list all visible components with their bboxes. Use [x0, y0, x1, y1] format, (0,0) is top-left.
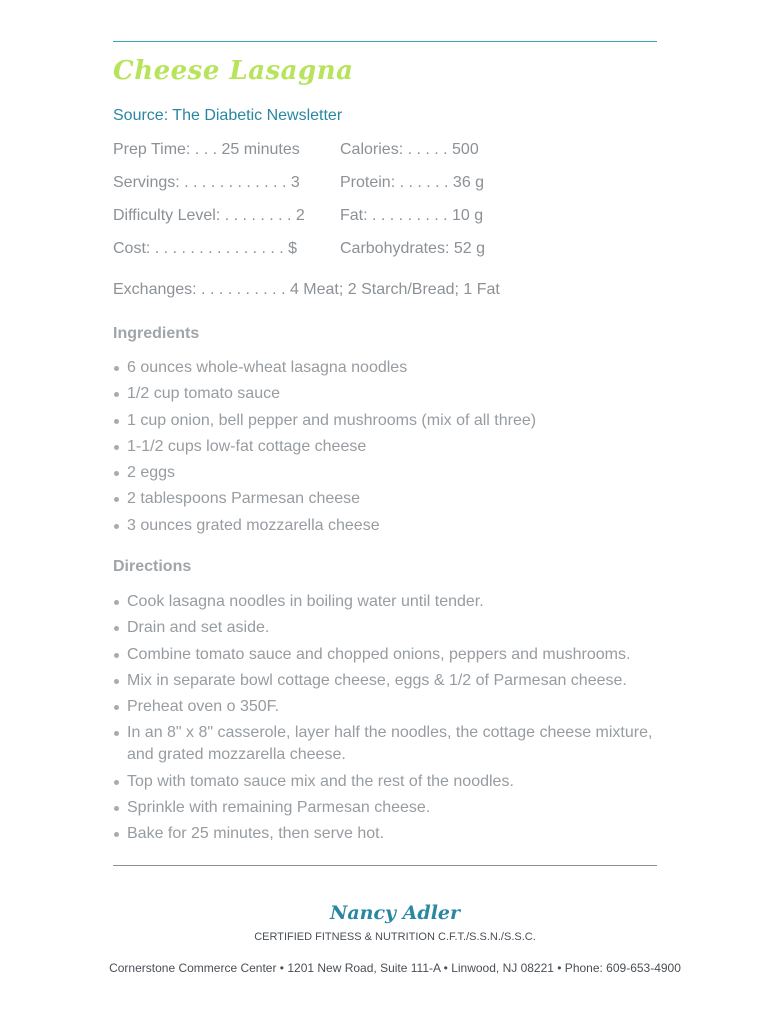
direction-step: In an 8" x 8" casserole, layer half the noodles, the cottage cheese mixture, [113, 723, 652, 743]
directions-heading: Directions [113, 558, 192, 575]
ingredients-list [113, 358, 536, 542]
recipe-title: Cheese Lasagna [113, 56, 354, 86]
directions-list [113, 592, 652, 851]
direction-step: Mix in separate bowl cottage cheese, eggs & 1/2 of Parmesan cheese. [113, 671, 652, 691]
ingredient-item: 1 cup onion, bell pepper and mushrooms (mix of all three) [113, 411, 536, 431]
protein: Protein: . . . . . . 36 g [340, 174, 485, 191]
direction-step: Drain and set aside. [113, 618, 652, 638]
direction-step: Preheat oven o 350F. [113, 697, 652, 717]
author-credentials: CERTIFIED FITNESS & NUTRITION C.F.T./S.S.N./S.S.C. [254, 931, 536, 943]
calories: Calories: . . . . . 500 [340, 141, 479, 158]
difficulty-level: Difficulty Level: . . . . . . . . 2 [113, 207, 305, 224]
exchanges: Exchanges: . . . . . . . . . . 4 Meat; 2 Starch/Bread; 1 Fat [113, 281, 500, 298]
direction-step-continued: and grated mozzarella cheese. [127, 746, 346, 764]
top-divider [113, 41, 657, 42]
direction-step: Bake for 25 minutes, then serve hot. [113, 824, 652, 844]
direction-step: Sprinkle with remaining Parmesan cheese. [113, 798, 652, 818]
carbohydrates: Carbohydrates: 52 g [340, 240, 485, 257]
recipe-source: Source: The Diabetic Newsletter [113, 107, 343, 124]
ingredient-item: 2 tablespoons Parmesan cheese [113, 489, 536, 509]
ingredients-heading: Ingredients [113, 325, 200, 342]
ingredient-item: 1/2 cup tomato sauce [113, 384, 536, 404]
bottom-divider [113, 865, 657, 866]
servings: Servings: . . . . . . . . . . . . 3 [113, 174, 300, 191]
direction-step: Top with tomato sauce mix and the rest of the noodles. [113, 772, 652, 792]
cost: Cost: . . . . . . . . . . . . . . . $ [113, 240, 298, 257]
ingredient-item: 3 ounces grated mozzarella cheese [113, 516, 536, 536]
direction-step: Combine tomato sauce and chopped onions, peppers and mushrooms. [113, 645, 652, 665]
ingredient-item: 2 eggs [113, 463, 536, 483]
fat: Fat: . . . . . . . . . 10 g [340, 207, 484, 224]
prep-time: Prep Time: . . . 25 minutes [113, 141, 300, 158]
ingredient-item: 6 ounces whole-wheat lasagna noodles [113, 358, 536, 378]
direction-step: Cook lasagna noodles in boiling water until tender. [113, 592, 652, 612]
ingredient-item: 1-1/2 cups low-fat cottage cheese [113, 437, 536, 457]
contact-address: Cornerstone Commerce Center • 1201 New Road, Suite 111-A • Linwood, NJ 08221 • Phone: 609-653-4900 [109, 961, 681, 975]
author-name: Nancy Adler [329, 902, 461, 924]
